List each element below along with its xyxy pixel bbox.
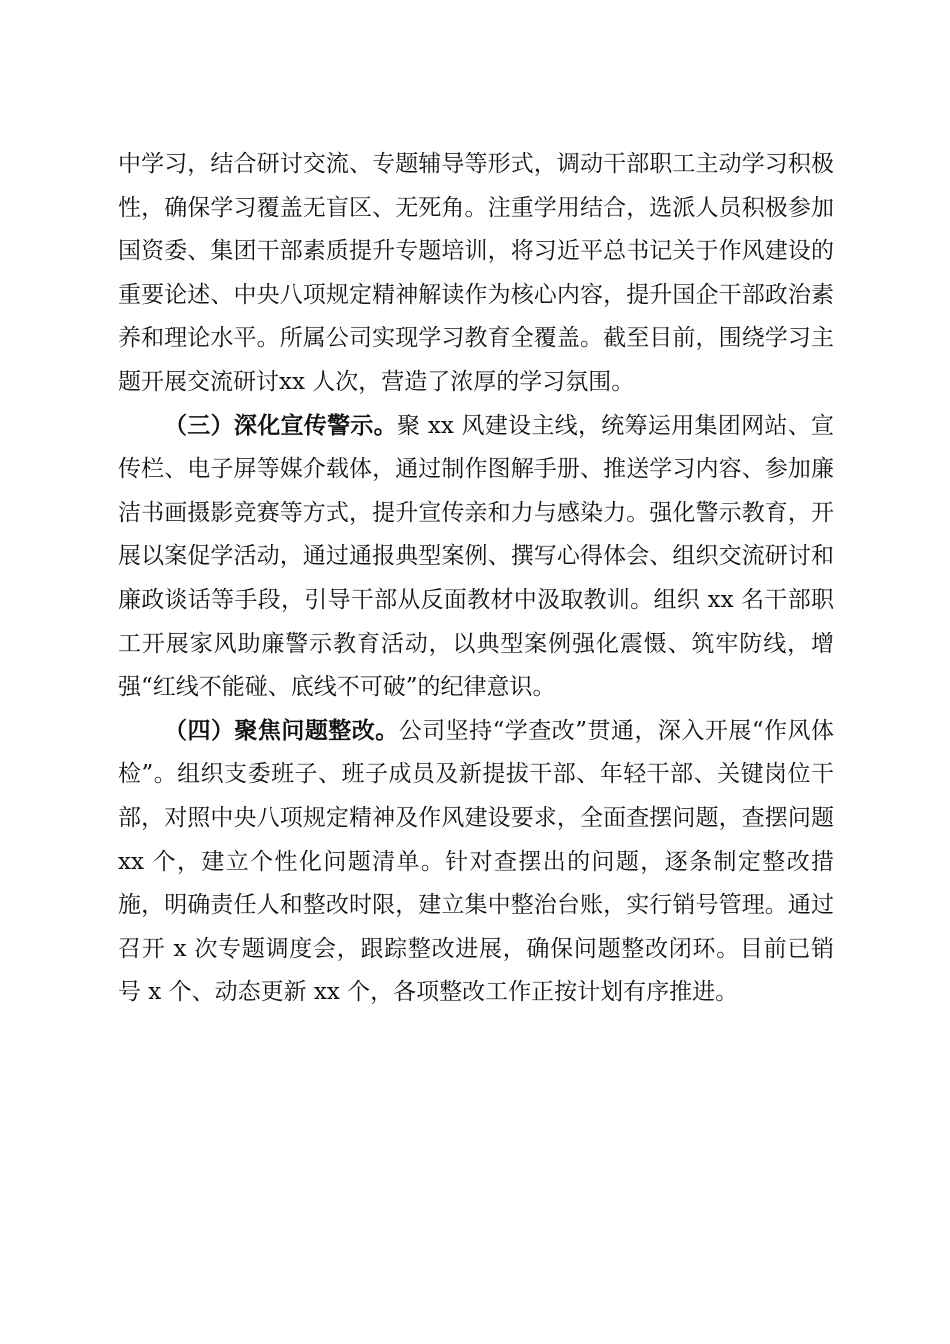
section-heading-publicity-warning: （三）深化宣传警示。 (164, 412, 398, 439)
section-heading-problem-rectification: （四）聚焦问题整改。 (164, 717, 399, 744)
paragraph-text: 公司坚持“学查改”贯通，深入开展“作风体检”。组织支委班子、班子成员及新提拔干部、年轻干部、关键岗位干部，对照中央八项规定精神及作风建设要求，全面查摆问题，查摆问题 xx 个，建立个性化问题清单。针对查摆出的问题，逐条制定整改措施，明确责任人和整改时限，建立集中整治台账，实行销号管理。通过召开 x 次专题调度会，跟踪整改进展，确保问题整改闭环。目前已销号 x 个、动态更新 xx 个，各项整改工作正按计划有序推进。 (118, 717, 834, 1006)
paragraph-problem-rectification (118, 710, 834, 1015)
paragraph-publicity-warning (118, 405, 834, 710)
paragraph-text: 聚 xx 风建设主线，统筹运用集团网站、宣传栏、电子屏等媒介载体，通过制作图解手册、推送学习内容、参加廉洁书画摄影竞赛等方式，提升宣传亲和力与感染力。强化警示教育，开展以案促学活动，通过通报典型案例、撰写心得体会、组织交流研讨和廉政谈话等手段，引导干部从反面教材中汲取教训。组织 xx 名干部职工开展家风助廉警示教育活动，以典型案例强化震慑、筑牢防线，增强“红线不能碰、底线不可破”的纪律意识。 (118, 412, 834, 701)
paragraph-text: 中学习，结合研讨交流、专题辅导等形式，调动干部职工主动学习积极性，确保学习覆盖无盲区、无死角。注重学用结合，选派人员积极参加国资委、集团干部素质提升专题培训，将习近平总书记关于作风建设的重要论述、中央八项规定精神解读作为核心内容，提升国企干部政治素养和理论水平。所属公司实现学习教育全覆盖。截至目前，围绕学习主题开展交流研讨xx 人次，营造了浓厚的学习氛围。 (118, 151, 834, 395)
paragraph-study-continued (118, 143, 834, 405)
document-body (118, 143, 834, 1015)
